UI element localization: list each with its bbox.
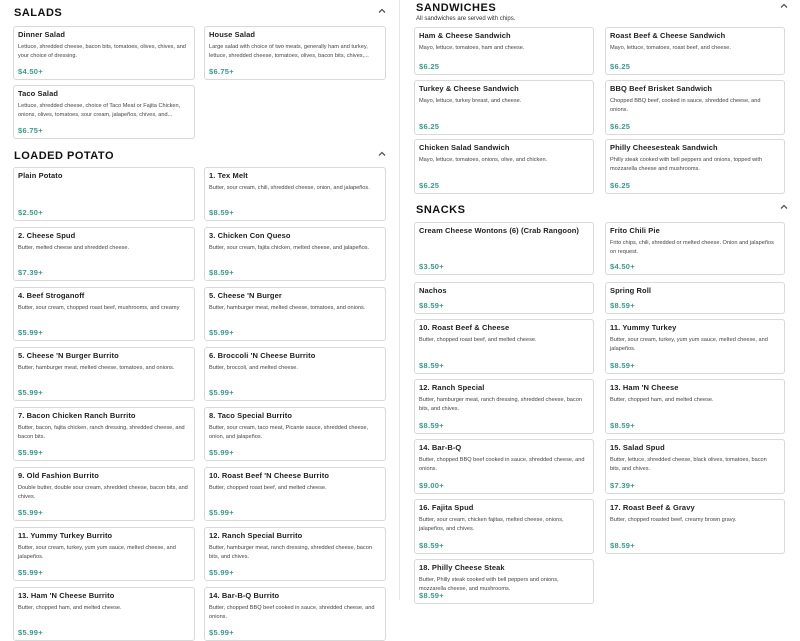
menu-item-name: 11. Yummy Turkey Burrito	[18, 531, 113, 540]
menu-item-card[interactable]	[414, 139, 594, 194]
menu-item-price: $7.39+	[18, 268, 43, 277]
menu-item-description: Butter, sour cream, turkey, yum yum sauce, melted cheese, and jalapeños.	[610, 337, 768, 352]
menu-item-card[interactable]	[605, 222, 785, 275]
menu-item-card[interactable]	[204, 347, 386, 401]
menu-item-price: $5.99+	[18, 568, 43, 577]
menu-item-name: BBQ Beef Brisket Sandwich	[610, 84, 713, 93]
menu-item-description: Philly steak cooked with bell peppers and onions, topped with mozzarella cheese and mushrooms.	[610, 157, 763, 172]
menu-item-price: $8.59+	[419, 591, 444, 600]
menu-item-name: 8. Taco Special Burrito	[209, 411, 293, 420]
menu-item-card[interactable]	[414, 222, 594, 275]
menu-item-name: 2. Cheese Spud	[18, 231, 76, 240]
menu-item-card[interactable]	[13, 407, 195, 461]
menu-item-price: $5.99+	[18, 388, 43, 397]
section-title-loaded-potato: LOADED POTATO	[14, 150, 114, 162]
menu-item-price: $4.50+	[610, 262, 635, 271]
menu-item-card[interactable]	[414, 439, 594, 494]
menu-item-description: Frito chips, chili, shredded or melted cheese. Onion and jalapeños on request.	[610, 240, 774, 255]
menu-item-price: $6.75+	[209, 67, 234, 76]
menu-item-card[interactable]	[605, 379, 785, 434]
menu-item-name: Frito Chili Pie	[610, 226, 660, 235]
menu-item-card[interactable]	[605, 139, 785, 194]
menu-item-description: Large salad with choice of two meats, generally ham and turkey, lettuce, shredded cheese, tomatoes, olives, bacon bits, chives,...	[209, 44, 369, 59]
menu-item-name: 3. Chicken Con Queso	[209, 231, 291, 240]
menu-item-card[interactable]	[13, 85, 195, 139]
menu-item-price: $8.59+	[610, 361, 635, 370]
menu-item-name: 12. Ranch Special Burrito	[209, 531, 303, 540]
menu-item-price: $8.59+	[419, 361, 444, 370]
menu-item-description: Butter, chopped roast beef, and melted cheese.	[209, 485, 327, 491]
menu-item-card[interactable]	[204, 527, 386, 581]
menu-item-price: $6.25	[419, 62, 440, 71]
menu-item-description: Butter, hamburger meat, melted cheese, tomatoes, and onions.	[18, 365, 175, 371]
menu-item-name: 14. Bar-B-Q Burrito	[209, 591, 280, 600]
menu-item-name: 10. Roast Beef & Cheese	[419, 323, 510, 332]
menu-item-name: 7. Bacon Chicken Ranch Burrito	[18, 411, 136, 420]
menu-item-price: $6.25	[610, 62, 631, 71]
menu-item-card[interactable]	[605, 282, 785, 314]
menu-item-card[interactable]	[13, 227, 195, 281]
menu-item-name: Cream Cheese Wontons (6) (Crab Rangoon)	[419, 226, 580, 235]
menu-item-card[interactable]	[605, 499, 785, 554]
menu-item-description: Mayo, lettuce, tomatoes, onions, olive, and chicken.	[419, 157, 548, 163]
menu-item-card[interactable]	[13, 26, 195, 80]
section-title-salads: SALADS	[14, 7, 63, 19]
chevron-up-icon[interactable]	[377, 149, 387, 159]
menu-item-card[interactable]	[204, 287, 386, 341]
menu-item-name: Plain Potato	[18, 171, 63, 180]
menu-item-card[interactable]	[414, 282, 594, 314]
menu-item-name: House Salad	[209, 30, 256, 39]
menu-item-description: Butter, Philly steak cooked with bell peppers and onions, mozzarella cheese, and mushrooms.	[419, 577, 559, 592]
menu-item-price: $5.99+	[209, 508, 234, 517]
menu-item-name: 14. Bar-B-Q	[419, 443, 462, 452]
menu-item-description: Lettuce, shredded cheese, bacon bits, tomatoes, olives, chives, and your choice of dressing.	[18, 44, 186, 59]
menu-item-card[interactable]	[204, 407, 386, 461]
menu-item-price: $8.59+	[419, 421, 444, 430]
section-subtitle-sandwiches: All sandwiches are served with chips.	[416, 16, 516, 22]
menu-item-card[interactable]	[414, 80, 594, 135]
menu-item-price: $8.59+	[209, 268, 234, 277]
menu-item-name: 10. Roast Beef 'N Cheese Burrito	[209, 471, 330, 480]
menu-item-description: Butter, hamburger meat, ranch dressing, shredded cheese, bacon bits, and chives.	[419, 397, 582, 412]
menu-item-price: $8.59+	[610, 301, 635, 310]
menu-item-name: 5. Cheese 'N Burger	[209, 291, 282, 300]
menu-item-card[interactable]	[204, 167, 386, 221]
menu-item-price: $4.50+	[18, 67, 43, 76]
menu-item-card[interactable]	[414, 319, 594, 374]
menu-item-card[interactable]	[204, 587, 386, 641]
menu-item-price: $5.99+	[18, 628, 43, 637]
menu-item-card[interactable]	[204, 467, 386, 521]
menu-item-price: $5.99+	[18, 328, 43, 337]
menu-item-card[interactable]	[605, 439, 785, 494]
menu-item-price: $7.39+	[610, 481, 635, 490]
right-column	[400, 0, 800, 600]
menu-item-price: $8.59+	[209, 208, 234, 217]
menu-item-price: $8.59+	[419, 541, 444, 550]
menu-item-description: Butter, chopped BBQ beef cooked in sauce, shredded cheese, and onions.	[209, 605, 375, 620]
menu-item-card[interactable]	[414, 499, 594, 554]
menu-item-card[interactable]	[605, 319, 785, 374]
menu-item-description: Mayo, lettuce, tomatoes, ham and cheese.	[419, 45, 525, 51]
menu-item-description: Butter, sour cream, chopped roast beef, mushrooms, and creamy	[18, 305, 180, 311]
section-title-sandwiches: SANDWICHES	[416, 2, 497, 14]
menu-item-description: Butter, chopped ham, and melted cheese.	[18, 605, 122, 611]
menu-item-description: Mayo, lettuce, tomatoes, roast beef, and cheese.	[610, 45, 731, 51]
menu-item-card[interactable]	[414, 379, 594, 434]
menu-item-price: $6.25	[419, 122, 440, 131]
menu-item-description: Butter, hamburger meat, melted cheese, tomatoes, and onions.	[209, 305, 366, 311]
menu-item-price: $8.59+	[610, 541, 635, 550]
chevron-up-icon[interactable]	[779, 202, 789, 212]
menu-item-name: Philly Cheesesteak Sandwich	[610, 143, 718, 152]
menu-item-price: $5.99+	[209, 448, 234, 457]
menu-item-name: Ham & Cheese Sandwich	[419, 31, 511, 40]
menu-item-card[interactable]	[13, 167, 195, 221]
menu-item-name: 13. Ham 'N Cheese	[610, 383, 679, 392]
menu-item-name: 13. Ham 'N Cheese Burrito	[18, 591, 115, 600]
menu-item-price: $8.59+	[610, 421, 635, 430]
menu-item-name: 9. Old Fashion Burrito	[18, 471, 99, 480]
menu-item-name: 4. Beef Stroganoff	[18, 291, 85, 300]
section-title-snacks: SNACKS	[416, 204, 466, 216]
menu-item-description: Lettuce, shredded cheese, choice of Taco Meat or Fajita Chicken, onions, olives, tomatoes, sour cream, jalapeños, chives, and...	[18, 103, 181, 118]
menu-item-price: $2.50+	[18, 208, 43, 217]
menu-item-description: Butter, chopped roasted beef, creamy brown gravy.	[610, 517, 737, 523]
menu-item-price: $5.99+	[209, 388, 234, 397]
menu-item-name: 18. Philly Cheese Steak	[419, 563, 505, 572]
chevron-up-icon[interactable]	[377, 6, 387, 16]
menu-item-description: Butter, sour cream, taco meat, Picante sauce, shredded cheese, onion, and jalapeños.	[209, 425, 369, 440]
menu-item-card[interactable]	[605, 80, 785, 135]
menu-item-name: 15. Salad Spud	[610, 443, 665, 452]
menu-item-card[interactable]	[13, 587, 195, 641]
menu-item-card[interactable]	[13, 347, 195, 401]
menu-item-description: Butter, chopped roast beef, and melted cheese.	[419, 337, 537, 343]
menu-item-price: $6.25	[610, 122, 631, 131]
menu-item-card[interactable]	[13, 467, 195, 521]
menu-item-card[interactable]	[414, 27, 594, 75]
menu-item-price: $3.50+	[419, 262, 444, 271]
menu-item-price: $6.25	[610, 181, 631, 190]
menu-item-name: 16. Fajita Spud	[419, 503, 474, 512]
menu-item-name: Taco Salad	[18, 89, 59, 98]
menu-item-price: $5.99+	[18, 448, 43, 457]
menu-item-card[interactable]	[605, 27, 785, 75]
menu-item-description: Butter, sour cream, turkey, yum yum sauce, melted cheese, and jalapeños.	[18, 545, 176, 560]
menu-item-price: $9.00+	[419, 481, 444, 490]
menu-item-price: $6.25	[419, 181, 440, 190]
menu-item-name: Chicken Salad Sandwich	[419, 143, 510, 152]
menu-item-description: Butter, sour cream, fajita chicken, melted cheese, and jalapeños.	[209, 245, 370, 251]
menu-item-description: Butter, broccoli, and melted cheese.	[209, 365, 298, 371]
menu-item-card[interactable]	[204, 26, 386, 80]
menu-item-name: Nachos	[419, 286, 447, 295]
menu-item-description: Chopped BBQ beef, cooked in sauce, shredded cheese, and onions.	[610, 98, 761, 113]
menu-item-name: Spring Roll	[610, 286, 652, 295]
menu-item-price: $8.59+	[419, 301, 444, 310]
menu-item-name: 5. Cheese 'N Burger Burrito	[18, 351, 119, 360]
menu-item-description: Butter, sour cream, chicken fajitas, melted cheese, onions, jalapeños, and chives.	[419, 517, 564, 532]
menu-item-description: Butter, chopped ham, and melted cheese.	[610, 397, 714, 403]
menu-item-name: 12. Ranch Special	[419, 383, 485, 392]
menu-item-description: Butter, sour cream, chili, shredded cheese, onion, and jalapeños.	[209, 185, 370, 191]
menu-item-description: Butter, hamburger meat, ranch dressing, shredded cheese, bacon bits, and chives.	[209, 545, 372, 560]
menu-item-card[interactable]	[414, 559, 594, 604]
menu-item-name: 11. Yummy Turkey	[610, 323, 677, 332]
menu-item-price: $5.99+	[209, 628, 234, 637]
menu-item-name: Turkey & Cheese Sandwich	[419, 84, 519, 93]
left-column	[0, 0, 400, 637]
menu-item-description: Butter, lettuce, shredded cheese, black olives, tomatoes, bacon bits, and chives.	[610, 457, 767, 472]
menu-item-description: Mayo, lettuce, turkey breast, and cheese.	[419, 98, 522, 104]
menu-item-description: Butter, melted cheese and shredded cheese.	[18, 245, 130, 251]
chevron-up-icon[interactable]	[779, 1, 789, 11]
menu-item-name: 6. Broccoli 'N Cheese Burrito	[209, 351, 316, 360]
menu-item-name: Roast Beef & Cheese Sandwich	[610, 31, 726, 40]
menu-item-price: $5.99+	[18, 508, 43, 517]
menu-item-card[interactable]	[13, 527, 195, 581]
menu-item-description: Butter, chopped BBQ beef cooked in sauce, shredded cheese, and onions.	[419, 457, 585, 472]
menu-item-name: 1. Tex Melt	[209, 171, 248, 180]
menu-item-price: $5.99+	[209, 568, 234, 577]
menu-item-card[interactable]	[13, 287, 195, 341]
menu-item-price: $5.99+	[209, 328, 234, 337]
menu-item-description: Butter, bacon, fajita chicken, ranch dressing, shredded cheese, and bacon bits.	[18, 425, 185, 440]
menu-item-description: Double butter, double sour cream, shredded cheese, bacon bits, and chives.	[18, 485, 188, 500]
menu-item-name: Dinner Salad	[18, 30, 66, 39]
menu-item-name: 17. Roast Beef & Gravy	[610, 503, 695, 512]
menu-item-card[interactable]	[204, 227, 386, 281]
menu-item-price: $6.75+	[18, 126, 43, 135]
